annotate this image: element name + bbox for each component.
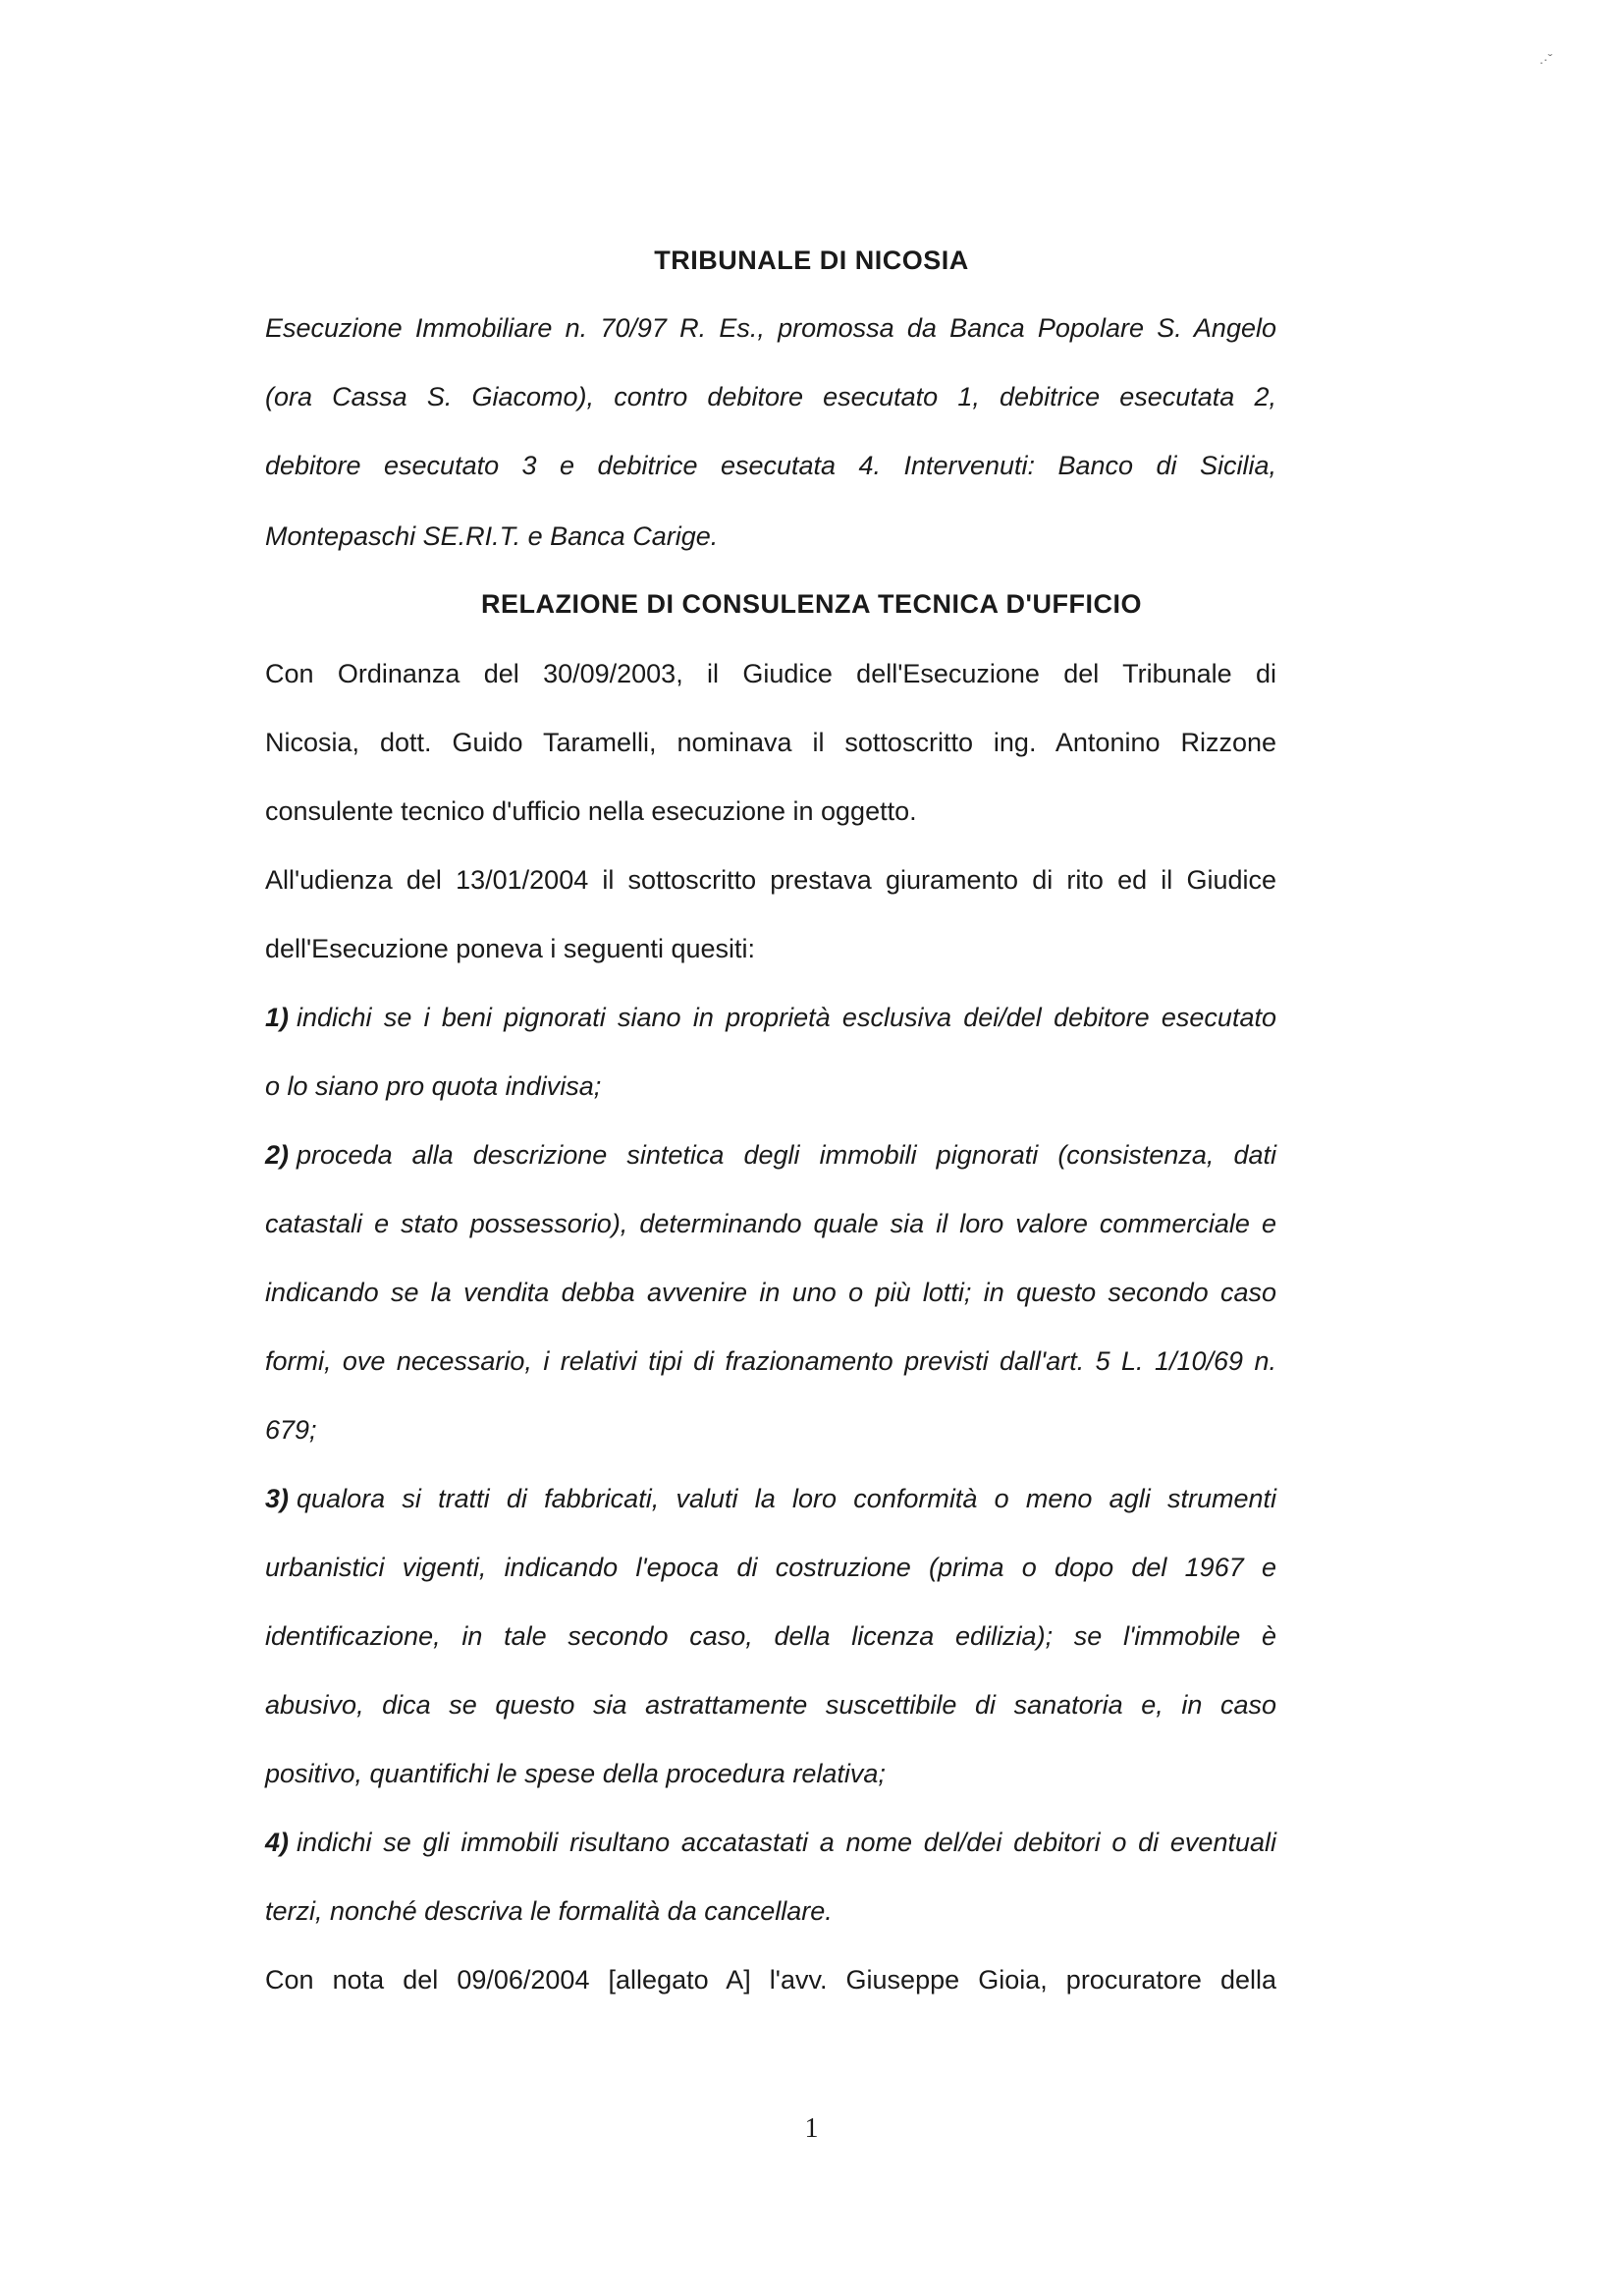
quesito-1-line-2: o lo siano pro quota indivisa; <box>265 1071 602 1101</box>
quesito-3-line-1 <box>265 1483 1276 1514</box>
quesito-1-number: 1) <box>265 1003 290 1032</box>
quesito-2-text: proceda alla descrizione sintetica degli immobili pignorati (consistenza, dati <box>297 1140 1276 1170</box>
quesito-4-line-1 <box>265 1827 1276 1858</box>
quesito-3-number: 3) <box>265 1484 290 1513</box>
quesito-3-text: qualora si tratti di fabbricati, valuti la loro conformità o meno agli strumenti <box>297 1484 1276 1513</box>
para2-line-1: All'udienza del 13/01/2004 il sottoscritto prestava giuramento di rito ed il Giudice <box>265 865 1276 895</box>
quesito-3-line-2: urbanistici vigenti, indicando l'epoca di costruzione (prima o dopo del 1967 e <box>265 1553 1276 1582</box>
quesito-3-line-4: abusivo, dica se questo sia astrattamente suscettibile di sanatoria e, in caso <box>265 1690 1276 1720</box>
quesito-2-line-5: 679; <box>265 1415 317 1445</box>
page-number: 1 <box>804 2113 819 2144</box>
quesito-4-line-2: terzi, nonché descriva le formalità da cancellare. <box>265 1896 833 1926</box>
intro-line-4: Montepaschi SE.RI.T. e Banca Carige. <box>265 521 719 551</box>
court-title: TRIBUNALE DI NICOSIA <box>654 246 969 275</box>
quesito-2-line-3: indicando se la vendita debba avvenire in uno o più lotti; in questo secondo caso <box>265 1278 1276 1307</box>
quesito-4-text: indichi se gli immobili risultano accatastati a nome del/dei debitori o di eventuali <box>297 1828 1276 1857</box>
quesito-1-line-1 <box>265 1002 1276 1033</box>
quesito-2-line-2: catastali e stato possessorio), determinando quale sia il loro valore commerciale e <box>265 1209 1276 1238</box>
quesito-4-number: 4) <box>265 1828 290 1857</box>
para3-line-1: Con nota del 09/06/2004 [allegato A] l'avv. Giuseppe Gioia, procuratore della <box>265 1965 1276 1995</box>
intro-line-2: (ora Cassa S. Giacomo), contro debitore esecutato 1, debitrice esecutata 2, <box>265 382 1276 411</box>
quesito-3-line-5: positivo, quantifichi le spese della procedura relativa; <box>265 1759 886 1788</box>
intro-line-3: debitore esecutato 3 e debitrice esecutata 4. Intervenuti: Banco di Sicilia, <box>265 451 1276 480</box>
quesito-2-number: 2) <box>265 1140 290 1170</box>
intro-line-1: Esecuzione Immobiliare n. 70/97 R. Es., promossa da Banca Popolare S. Angelo <box>265 313 1276 343</box>
scan-speck: .·ˇ <box>1540 51 1553 67</box>
para1-line-1: Con Ordinanza del 30/09/2003, il Giudice dell'Esecuzione del Tribunale di <box>265 659 1276 688</box>
para1-line-2: Nicosia, dott. Guido Taramelli, nominava il sottoscritto ing. Antonino Rizzone <box>265 728 1276 757</box>
quesito-3-line-3: identificazione, in tale secondo caso, della licenza edilizia); se l'immobile è <box>265 1621 1276 1651</box>
para1-line-3: consulente tecnico d'ufficio nella esecuzione in oggetto. <box>265 796 917 826</box>
quesito-1-text: indichi se i beni pignorati siano in proprietà esclusiva dei/del debitore esecutato <box>297 1003 1276 1032</box>
para2-line-2: dell'Esecuzione poneva i seguenti quesiti: <box>265 934 755 963</box>
quesito-2-line-1 <box>265 1139 1276 1171</box>
section-title: RELAZIONE DI CONSULENZA TECNICA D'UFFICIO <box>481 589 1142 619</box>
quesito-2-line-4: formi, ove necessario, i relativi tipi di frazionamento previsti dall'art. 5 L. 1/10/69 n. <box>265 1346 1276 1376</box>
